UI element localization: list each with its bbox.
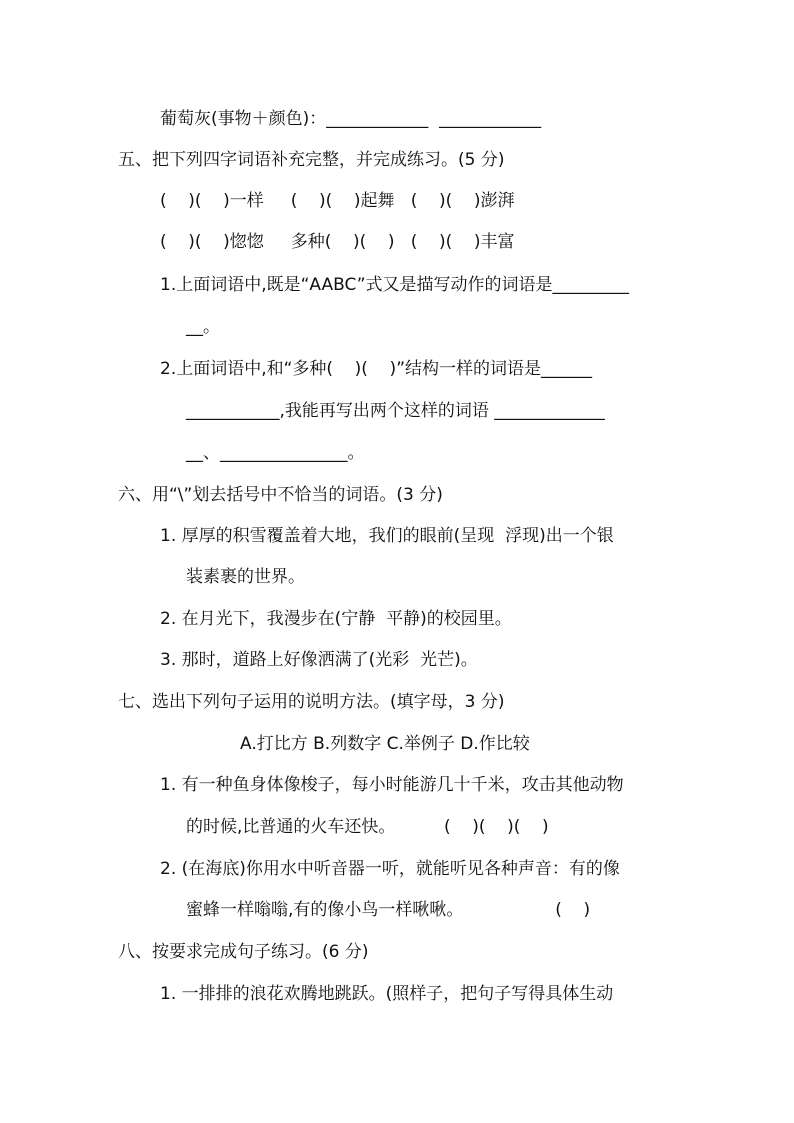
section-7-heading: 七、选出下列句子运用的说明方法。(填字母，3 分) [118, 692, 505, 712]
question-6-2: 2. 在月光下，我漫步在(宁静 平静)的校园里。 [160, 609, 512, 629]
question-7-1: 1. 有一种鱼身体像梭子，每小时能游几十千米，攻击其他动物 [160, 775, 624, 795]
question-6-1-cont: 装素裹的世界。 [186, 567, 305, 587]
section-5-heading: 五、把下列四字词语补充完整，并完成练习。(5 分) [118, 150, 505, 170]
word-item-grape-gray: 葡萄灰(事物＋颜色)：____________ ____________ [160, 109, 542, 129]
idiom-row-2: ( )( )惚惚 多种( )( ) ( )( )丰富 [160, 232, 515, 252]
question-6-1: 1. 厚厚的积雪覆盖着大地，我们的眼前(呈现 浮现)出一个银 [160, 526, 614, 546]
idiom-row-1: ( )( )一样 ( )( )起舞 ( )( )澎湃 [160, 191, 515, 211]
question-8-1: 1. 一排排的浪花欢腾地跳跃。(照样子，把句子写得具体生动 [160, 984, 614, 1004]
question-5-1: 1.上面词语中,既是“AABC”式又是描写动作的词语是_________ [160, 275, 630, 295]
question-5-1-cont: __。 [186, 317, 220, 337]
question-7-1-cont: 的时候,比普通的火车还快。 ( )( )( ) [186, 817, 549, 837]
section-8-heading: 八、按要求完成句子练习。(6 分) [118, 942, 369, 962]
question-7-2: 2. (在海底)你用水中听音器一听，就能听见各种声音：有的像 [160, 859, 620, 879]
question-6-3: 3. 那时，道路上好像洒满了(光彩 光芒)。 [160, 650, 478, 670]
question-5-2-cont: ___________,我能再写出两个这样的词语 _____________ [186, 401, 605, 421]
question-5-2: 2.上面词语中,和“多种( )( )”结构一样的词语是______ [160, 359, 592, 379]
section-6-heading: 六、用“\”划去括号中不恰当的词语。(3 分) [118, 485, 443, 505]
method-options: A.打比方 B.列数字 C.举例子 D.作比较 [240, 734, 530, 754]
question-5-2-cont2: __、_______________。 [186, 443, 365, 463]
question-7-2-cont: 蜜蜂一样嗡嗡,有的像小鸟一样啾啾。 ( ) [186, 900, 591, 920]
